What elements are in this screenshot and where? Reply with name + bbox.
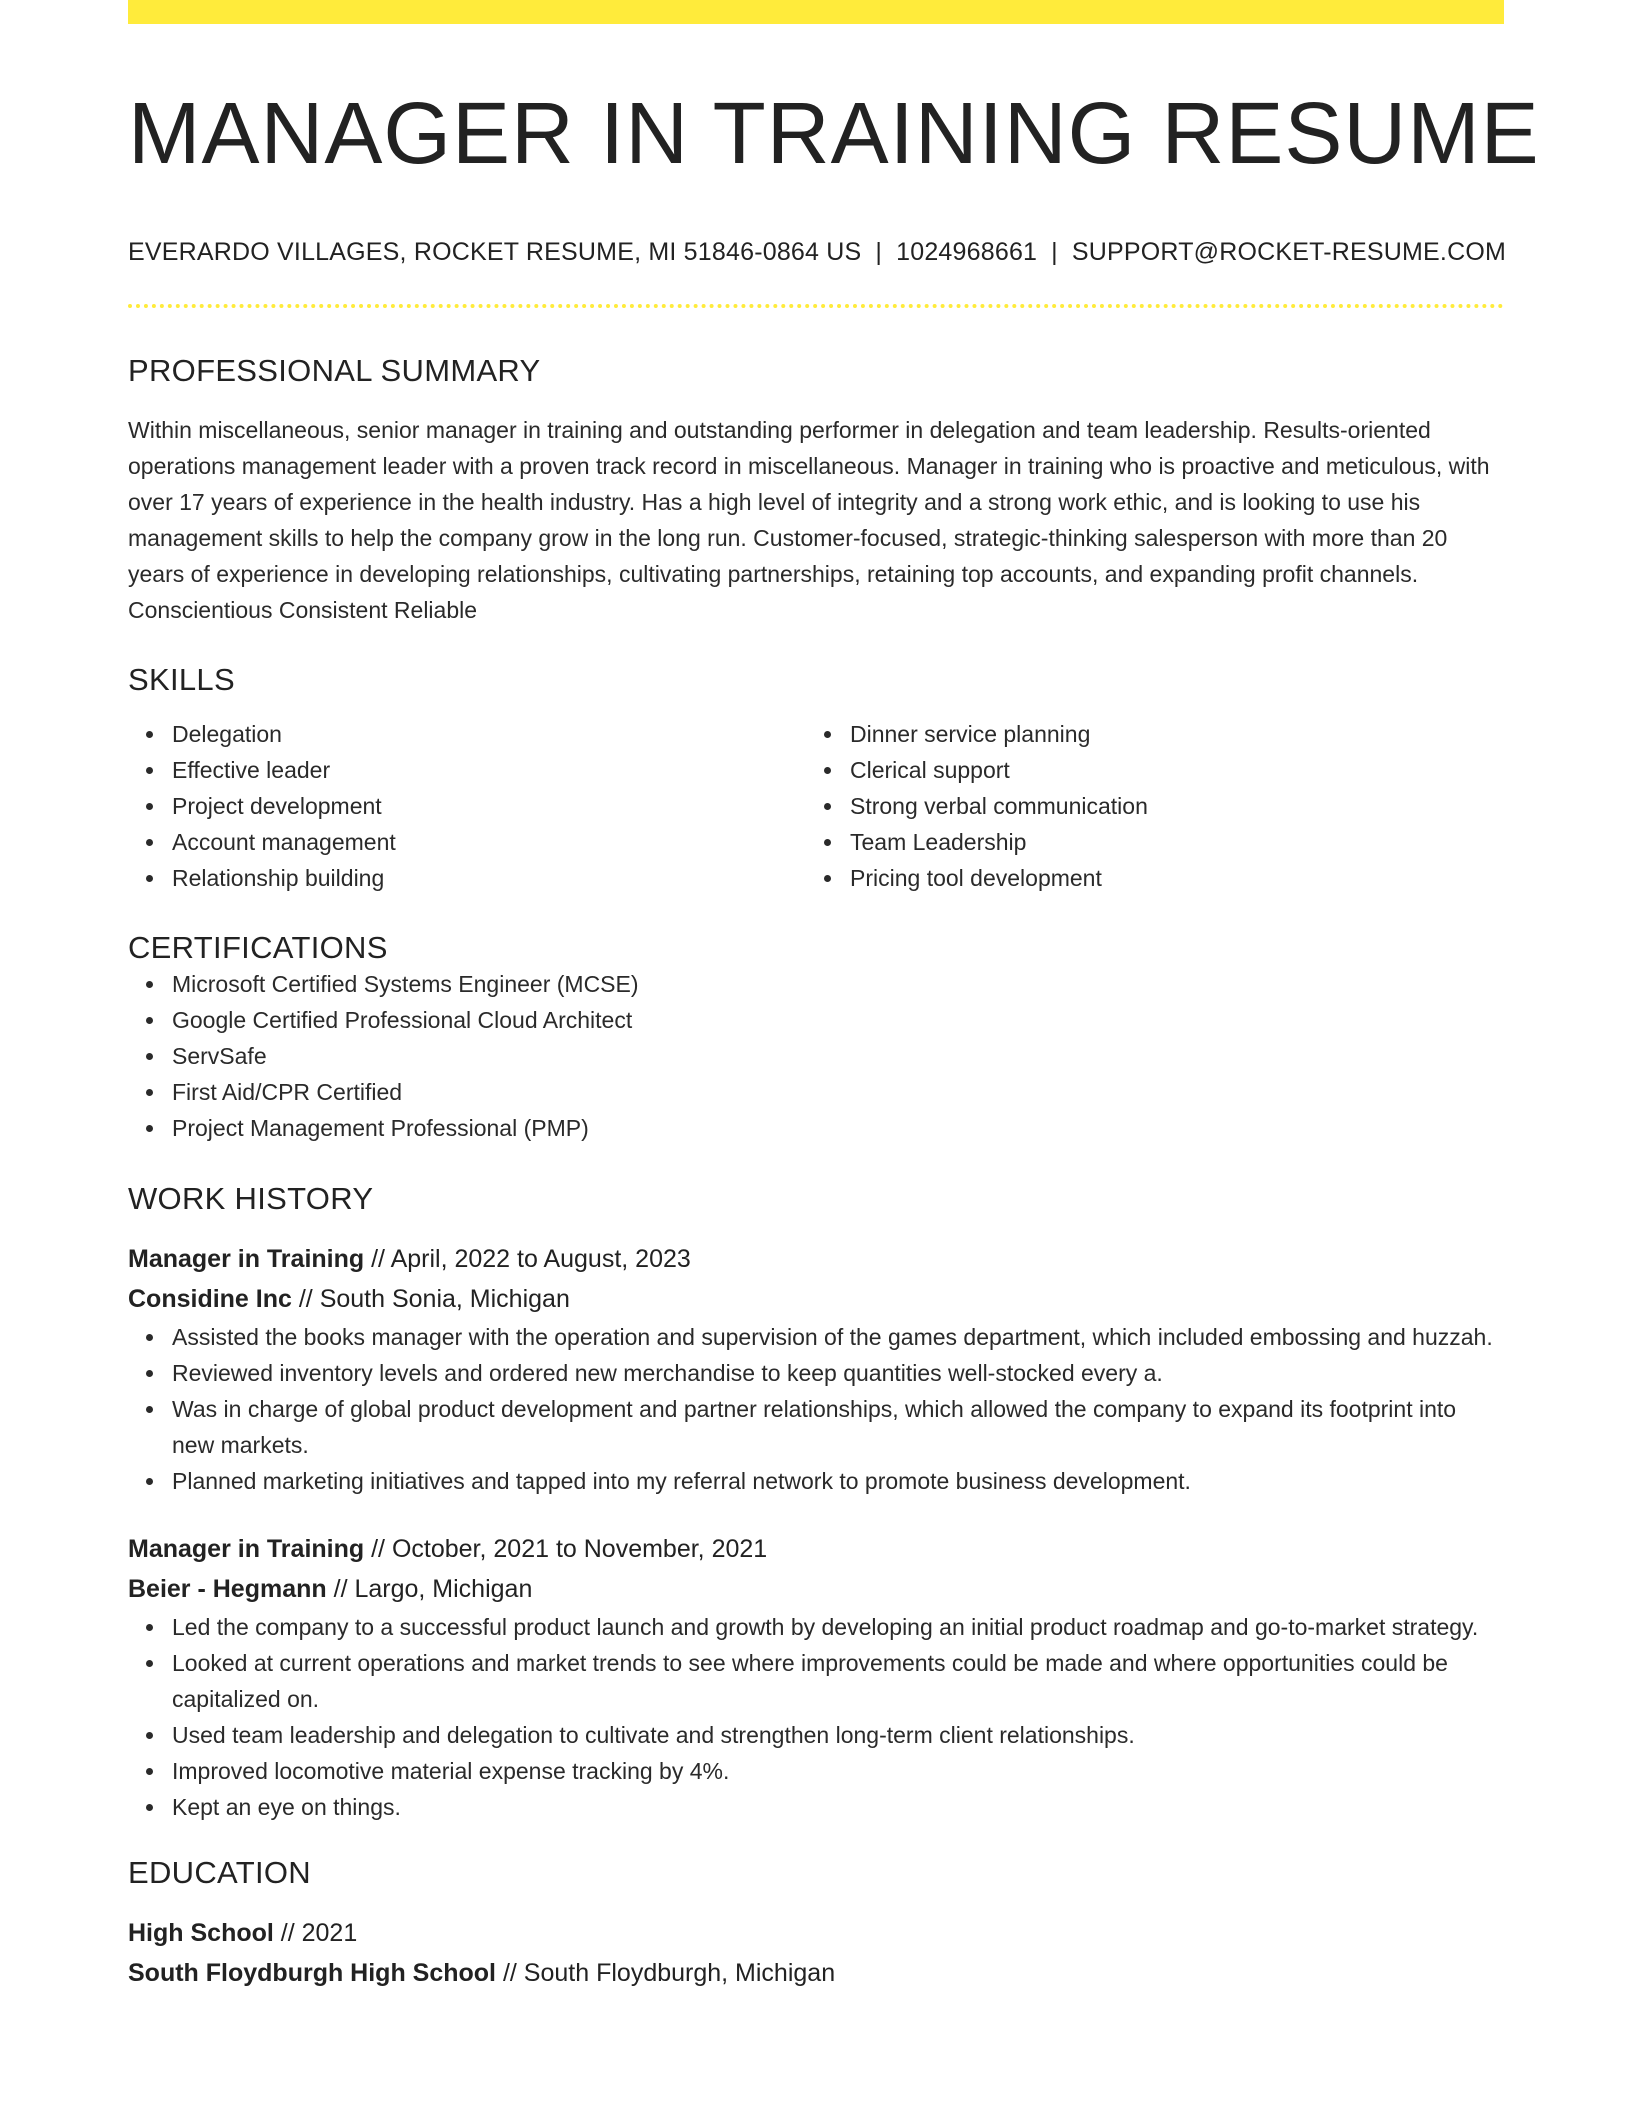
job-duty-item: Reviewed inventory levels and ordered new merchandise to keep quantities well-stocked every a. [172,1355,1504,1391]
skill-item: Strong verbal communication [850,788,1484,824]
job-location: // Largo, Michigan [333,1575,533,1604]
job-duty-item: Planned marketing initiatives and tapped into my referral network to promote business development. [172,1463,1504,1499]
skills-column-left [128,716,806,896]
job-duty-item: Was in charge of global product development and partner relationships, which allowed the company to expand its footprint into new markets. [172,1391,1504,1463]
skill-item: Relationship building [172,860,806,896]
job-duty-item: Assisted the books manager with the operation and supervision of the games department, which included embossing and huzzah. [172,1319,1504,1355]
job-dates: // October, 2021 to November, 2021 [371,1535,768,1564]
job-duty-item: Looked at current operations and market trends to see where improvements could be made and where opportunities could be capitalized on. [172,1645,1504,1717]
education-year: // 2021 [280,1919,358,1948]
skills-heading: SKILLS [128,661,235,697]
job-duty-item: Used team leadership and delegation to cultivate and strengthen long-term client relationships. [172,1717,1504,1753]
skill-item: Delegation [172,716,806,752]
summary-text: Within miscellaneous, senior manager in training and outstanding performer in delegation and team leadership. Results-oriented operations management leader with a proven track record in miscellaneous. Manager in training who is proactive and meticulous, with over 17 years of experience in the health industry. Has a high level of integrity and a strong work ethic, and is looking to use his management skills to help the company grow in the long run. Customer-focused, strategic-thinking salesperson with more than 20 years of experience in developing relationships, cultivating partnerships, retaining top accounts, and expanding profit channels. Conscientious Consistent Reliable [128,416,1490,623]
job-duties-list [128,1319,1504,1499]
skill-item: Clerical support [850,752,1484,788]
skills-column-right [806,716,1484,896]
job-title-line [128,1529,1504,1569]
contact-email[interactable]: SUPPORT@ROCKET-RESUME.COM [1071,238,1507,267]
skills-grid [128,716,1504,896]
education-location: // South Floydburgh, Michigan [502,1959,836,1988]
summary-heading: PROFESSIONAL SUMMARY [128,353,541,389]
contact-phone: 1024968661 [896,238,1038,267]
job-duties-list [128,1609,1504,1825]
education-degree: High School [128,1919,274,1948]
contact-address: EVERARDO VILLAGES, ROCKET RESUME, MI 51846-0864 US [128,238,862,267]
skill-item: Effective leader [172,752,806,788]
job-company: Considine Inc [128,1285,292,1314]
certification-item: First Aid/CPR Certified [172,1074,1504,1110]
job-title: Manager in Training [128,1535,365,1564]
job-company-line [128,1279,1504,1319]
education-school: South Floydburgh High School [128,1959,497,1988]
skill-item: Project development [172,788,806,824]
job-duty-item: Kept an eye on things. [172,1789,1504,1825]
skill-item: Team Leadership [850,824,1484,860]
work-history-heading: WORK HISTORY [128,1180,374,1216]
job-duty-item: Led the company to a successful product launch and growth by developing an initial product roadmap and go-to-market strategy. [172,1609,1504,1645]
job-dates: // April, 2022 to August, 2023 [371,1245,691,1274]
job-location: // South Sonia, Michigan [298,1285,570,1314]
certifications-list [128,966,1504,1146]
certifications-heading: CERTIFICATIONS [128,929,388,965]
accent-top-bar [128,0,1504,24]
resume-title: MANAGER IN TRAINING RESUME [128,85,1540,182]
education-degree-line [128,1913,1504,1953]
skill-item: Pricing tool development [850,860,1484,896]
resume-page [128,0,1540,1993]
certification-item: Google Certified Professional Cloud Architect [172,1002,1504,1038]
dotted-divider [128,304,1504,308]
skill-item: Account management [172,824,806,860]
job-duty-item: Improved locomotive material expense tracking by 4%. [172,1753,1504,1789]
certification-item: Project Management Professional (PMP) [172,1110,1504,1146]
contact-separator: | [1051,238,1058,267]
education-heading: EDUCATION [128,1855,311,1891]
certification-item: Microsoft Certified Systems Engineer (MCSE) [172,966,1504,1002]
certification-item: ServSafe [172,1038,1504,1074]
job-title-line [128,1239,1504,1279]
skill-item: Dinner service planning [850,716,1484,752]
contact-line [128,238,1507,267]
education-school-line [128,1953,1504,1993]
job-company: Beier - Hegmann [128,1575,327,1604]
job-company-line [128,1569,1504,1609]
contact-separator: | [875,238,883,267]
job-title: Manager in Training [128,1245,365,1274]
